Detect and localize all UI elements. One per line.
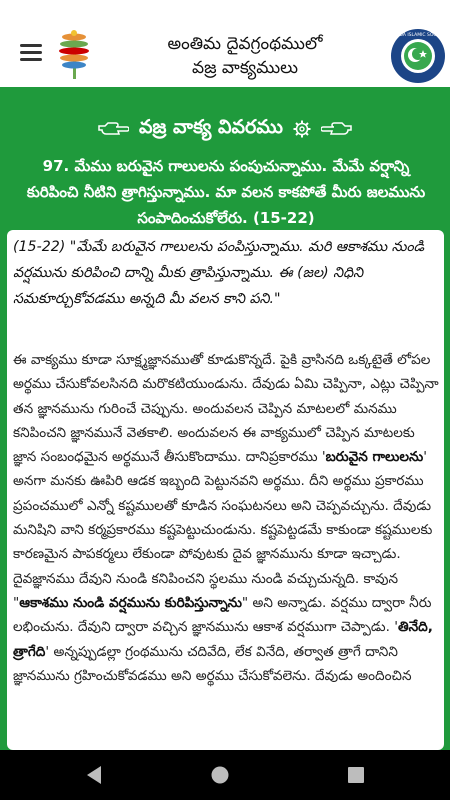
app-title-line2: వజ్ర వాక్యములు	[191, 58, 299, 78]
explanation-text	[13, 348, 439, 688]
seal-text: KHUDA ISLAMIC SOCIETY	[390, 33, 446, 38]
explanation-part-2: ' అనగా మనకు ఊపిరి ఆడక ఇబ్బంది పెట్టునవని అర్థము. దీని అర్థము ప్రకారము ప్రపంచములో ఎన్నో కష్టములతో కూడిన సంఘటనలు అని చెప్పవచ్చును. దేవుడు మనిషిని వాని కర్మప్రకారము కష్టపెట్టుచుండును. కష్టపెట్టడమే కాకుండా కష్టములకు కారణమైన పాపకర్మలు లేకుండా పోవుటకు దైవ జ్ఞానమును కూడా ఇచ్చాడు. దైవజ్ఞానము దేవుని నుండి కనిపించని స్థలము నుండి వచ్చుచున్నది. కావున "	[13, 449, 433, 611]
detail-header	[0, 87, 450, 230]
pointing-hand-left-icon	[321, 120, 353, 138]
highlight-rain-from-sky: ఆకాశము నుండి వర్షమును కురిపిస్తున్నాను	[19, 594, 242, 611]
highlight-eating-drinking: తినేది, త్రాగేది	[13, 619, 433, 660]
pointing-hand-right-icon	[97, 120, 129, 138]
verse-text: 97. మేము బరువైన గాలులను పంపుచున్నాము. మేమే వర్షాన్ని కురిపించి నీటిని త్రాగిస్తున్నాము. మా వలన కాకపోతే మీరు జలమును సంపాదించుకోలేరు. (15-22)	[26, 157, 426, 227]
verse-quote: (15-22) "మేమే బరువైన గాలులను పంపిస్తున్నాము. మరి ఆకాశము నుండి వర్షమును కురిపించి దాన్ని మీకు త్రాపిస్తున్నాము. ఈ (జల) నిధిని సమకూర్చుకోవడము అన్నది మీ వలన కాని పని."	[13, 239, 425, 307]
section-title-row	[0, 114, 450, 144]
society-seal-icon	[390, 28, 446, 84]
app-logo-icon	[55, 27, 93, 83]
explanation-part-1: ఈ వాక్యము కూడా సూక్ష్మజ్ఞానముతో కూడుకొన్నదే. పైకి వ్రాసినది ఒక్కటైతే లోపల అర్థము చేసుకోవలసినది మరొకటియుండును. దేవుడు ఏమి చెప్పినా, ఎట్లు చెప్పినా తన జ్ఞానమును గురించే చెప్పును. అందువలన చెప్పిన మాటలలో మనము కనిపించని జ్ఞానమునే వెతకాలి. అందువలన ఈ వాక్యములో చెప్పిన మాటలకు జ్ఞాన సంబంధమైన అర్థమునే తీసుకొందాము. దానిప్రకారము '	[13, 352, 439, 466]
highlight-heavy-winds: బరువైన గాలులను	[325, 449, 424, 466]
nav-back-icon[interactable]	[85, 765, 103, 785]
menu-icon[interactable]	[20, 44, 42, 62]
system-nav-bar	[0, 750, 450, 800]
app-title-line1: అంతిమ దైవగ్రంథములో	[167, 34, 323, 54]
app-title	[100, 32, 390, 80]
gear-icon[interactable]	[293, 120, 311, 138]
nav-home-icon[interactable]	[210, 765, 230, 785]
section-title: వజ్ర వాక్య వివరము	[139, 115, 283, 138]
explanation-card[interactable]	[7, 230, 444, 750]
nav-recent-icon[interactable]	[347, 765, 365, 785]
app-bar	[0, 0, 450, 87]
explanation-part-3: " అని అన్నాడు. వర్షము ద్వారా నీరు లభించును. దేవుని ద్వారా వచ్చిన జ్ఞానమును ఆకాశ వర్షముగా చెప్పాడు. '	[13, 594, 432, 636]
explanation-part-4: ' అన్నప్పుడల్లా గ్రంథమును చదివేది, లేక వినేది, తర్వాత త్రాగే దానిని జ్ఞానమును గ్రహించుకోవడము అని అర్థము చేసుకోవలెను. దేవుడు అందించిన	[13, 643, 412, 684]
